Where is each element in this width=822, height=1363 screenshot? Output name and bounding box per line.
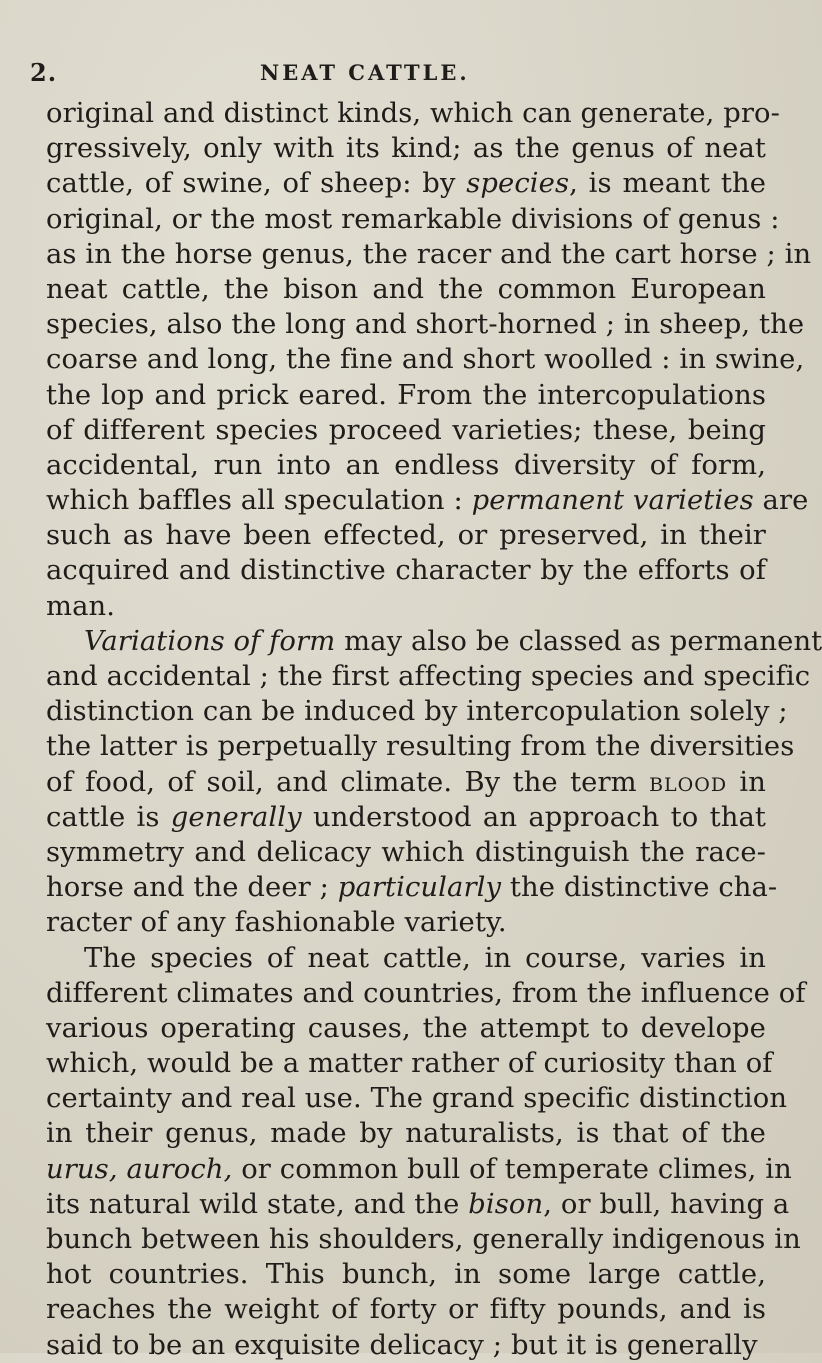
text-line bbox=[46, 941, 766, 976]
text-segment: symmetry and delicacy which distinguish the race- bbox=[46, 836, 766, 868]
text-segment: accidental, run into an endless diversity of form, bbox=[46, 449, 766, 481]
text-segment: understood an approach to that bbox=[301, 801, 767, 833]
text-line bbox=[46, 342, 805, 377]
text-line bbox=[46, 1046, 773, 1081]
italic-text: generally bbox=[170, 801, 302, 833]
body-text bbox=[46, 96, 822, 1363]
text-line bbox=[46, 166, 766, 201]
text-segment: gressively, only with its kind; as the genus of neat bbox=[46, 133, 766, 165]
text-segment: , or bull, having a bbox=[543, 1188, 790, 1220]
text-segment: coarse and long, the fine and short woolled : in swine, bbox=[46, 344, 805, 376]
text-line bbox=[46, 905, 766, 940]
text-segment: reaches the weight of forty or fifty pounds, and is bbox=[46, 1294, 766, 1326]
text-segment: its natural wild state, and the bbox=[46, 1188, 469, 1220]
text-line bbox=[46, 589, 766, 624]
text-segment: various operating causes, the attempt to develope bbox=[46, 1012, 766, 1044]
text-line bbox=[46, 272, 766, 307]
text-segment: man. bbox=[46, 590, 116, 622]
small-caps-text: blood bbox=[649, 766, 728, 798]
text-segment: such as have been effected, or preserved, in their bbox=[46, 520, 766, 552]
text-line bbox=[46, 518, 766, 553]
running-head bbox=[30, 58, 770, 88]
text-segment: as in the horse genus, the racer and the cart horse ; in bbox=[46, 238, 812, 270]
text-segment: original, or the most remarkable divisions of genus : bbox=[46, 203, 780, 235]
text-line bbox=[46, 131, 766, 166]
text-line bbox=[46, 237, 812, 272]
text-line bbox=[46, 1011, 766, 1046]
text-line bbox=[46, 1187, 790, 1222]
text-line bbox=[46, 1081, 788, 1116]
text-line bbox=[46, 202, 780, 237]
text-segment: are bbox=[753, 485, 809, 517]
text-segment: distinction can be induced by intercopulation solely ; bbox=[46, 696, 788, 728]
text-line bbox=[46, 659, 811, 694]
text-segment: cattle is bbox=[46, 801, 171, 833]
italic-text: permanent varieties bbox=[471, 485, 754, 517]
text-line bbox=[46, 307, 805, 342]
text-line bbox=[46, 1257, 766, 1292]
text-segment: may also be classed as permanent bbox=[335, 625, 822, 657]
text-segment: the latter is perpetually resulting from the diversities bbox=[46, 731, 795, 763]
text-segment: the distinctive cha- bbox=[501, 872, 778, 904]
text-line bbox=[46, 1328, 766, 1363]
text-line bbox=[46, 976, 806, 1011]
italic-text: species bbox=[466, 168, 570, 200]
text-segment: or common bull of temperate climes, in bbox=[232, 1153, 792, 1185]
italic-text: Variations of form bbox=[84, 625, 336, 657]
text-segment: the lop and prick eared. From the intercopulations bbox=[46, 379, 766, 411]
text-segment: different climates and countries, from the influence of bbox=[46, 977, 806, 1009]
text-segment: in bbox=[727, 766, 766, 798]
text-line bbox=[46, 729, 795, 764]
text-line bbox=[46, 553, 766, 588]
text-segment: of food, of soil, and climate. By the term bbox=[46, 766, 650, 798]
running-title: NEAT CATTLE. bbox=[260, 60, 470, 85]
text-line bbox=[46, 483, 809, 518]
text-segment: hot countries. This bunch, in some large cattle, bbox=[46, 1259, 766, 1291]
italic-text: bison bbox=[468, 1188, 544, 1220]
text-line bbox=[46, 624, 822, 659]
text-line bbox=[46, 765, 766, 800]
text-segment: neat cattle, the bison and the common European bbox=[46, 273, 766, 305]
text-line bbox=[46, 800, 766, 835]
text-line bbox=[46, 413, 766, 448]
text-segment: bunch between his shoulders, generally indigenous in bbox=[46, 1224, 801, 1255]
text-segment: racter of any fashionable variety. bbox=[46, 907, 507, 939]
text-line bbox=[46, 1116, 766, 1151]
text-segment: acquired and distinctive character by the efforts of bbox=[46, 555, 766, 587]
text-segment: species, also the long and short-horned ; in sheep, the bbox=[46, 309, 805, 341]
text-segment: original and distinct kinds, which can generate, pro- bbox=[46, 98, 780, 129]
text-segment: The species of neat cattle, in course, varies in bbox=[84, 942, 766, 974]
text-line bbox=[46, 870, 778, 905]
text-segment: which baffles all speculation : bbox=[46, 485, 472, 517]
text-line bbox=[46, 1292, 766, 1327]
text-line bbox=[46, 448, 766, 483]
text-segment: which, would be a matter rather of curiosity than of bbox=[46, 1048, 773, 1080]
text-segment: said to be an exquisite delicacy ; but it is generally bbox=[46, 1329, 758, 1361]
text-segment: , is meant the bbox=[569, 168, 766, 200]
text-line bbox=[46, 694, 788, 729]
text-line bbox=[46, 835, 766, 870]
text-line bbox=[46, 378, 766, 413]
text-line bbox=[46, 1152, 792, 1187]
text-line bbox=[46, 1222, 801, 1257]
page-number: 2. bbox=[30, 58, 58, 87]
text-segment: in their genus, made by naturalists, is that of the bbox=[46, 1118, 766, 1150]
text-line bbox=[46, 96, 780, 131]
italic-text: urus, auroch, bbox=[46, 1153, 233, 1185]
text-segment: cattle, of swine, of sheep: by bbox=[46, 168, 467, 200]
text-segment: horse and the deer ; bbox=[46, 872, 338, 904]
italic-text: particularly bbox=[337, 872, 502, 904]
text-segment: of different species proceed varieties; these, being bbox=[46, 414, 766, 446]
text-segment: and accidental ; the first affecting species and specific bbox=[46, 661, 811, 692]
text-segment: certainty and real use. The grand specific distinction bbox=[46, 1083, 788, 1115]
